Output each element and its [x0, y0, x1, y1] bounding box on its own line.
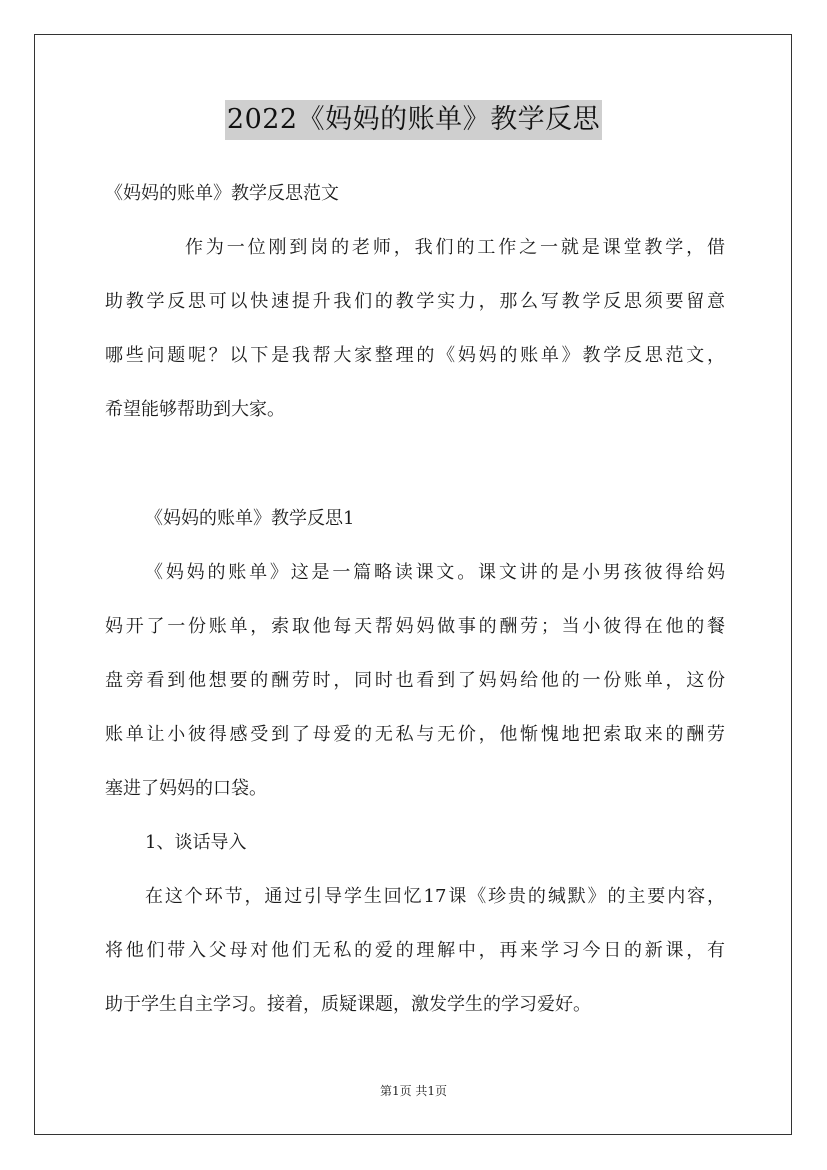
intro-line-2: 助教学反思可以快速提升我们的教学实力，那么写教学反思须要留意 — [105, 291, 725, 312]
document-title: 2022《妈妈的账单》教学反思 — [225, 100, 602, 140]
point-line-1: 在这个环节，通过引导学生回忆17课《珍贵的缄默》的主要内容， — [145, 886, 725, 907]
body-line-4: 账单让小彼得感受到了母爱的无私与无价，他惭愧地把索取来的酬劳 — [105, 724, 725, 745]
intro-line-1: 作为一位刚到岗的老师，我们的工作之一就是课堂教学，借 — [185, 237, 725, 258]
title-container — [0, 100, 827, 140]
intro-line-4: 希望能够帮助到大家。 — [105, 399, 285, 420]
body-line-2: 妈开了一份账单，索取他每天帮妈妈做事的酬劳；当小彼得在他的餐 — [105, 616, 725, 637]
body-line-1: 《妈妈的账单》这是一篇略读课文。课文讲的是小男孩彼得给妈 — [145, 562, 725, 583]
point-line-3: 助于学生自主学习。接着，质疑课题，激发学生的学习爱好。 — [105, 994, 591, 1015]
body-line-5: 塞进了妈妈的口袋。 — [105, 778, 267, 799]
page-footer: 第1页 共1页 — [379, 1084, 448, 1098]
body-line-3: 盘旁看到他想要的酬劳时，同时也看到了妈妈给他的一份账单，这份 — [105, 670, 725, 691]
intro-line-3: 哪些问题呢？以下是我帮大家整理的《妈妈的账单》教学反思范文， — [105, 345, 725, 366]
point-line-2: 将他们带入父母对他们无私的爱的理解中，再来学习今日的新课，有 — [105, 940, 725, 961]
section-heading: 《妈妈的账单》教学反思1 — [145, 508, 355, 529]
document-subtitle: 《妈妈的账单》教学反思范文 — [105, 183, 339, 204]
point-heading: 1、谈话导入 — [145, 832, 247, 853]
